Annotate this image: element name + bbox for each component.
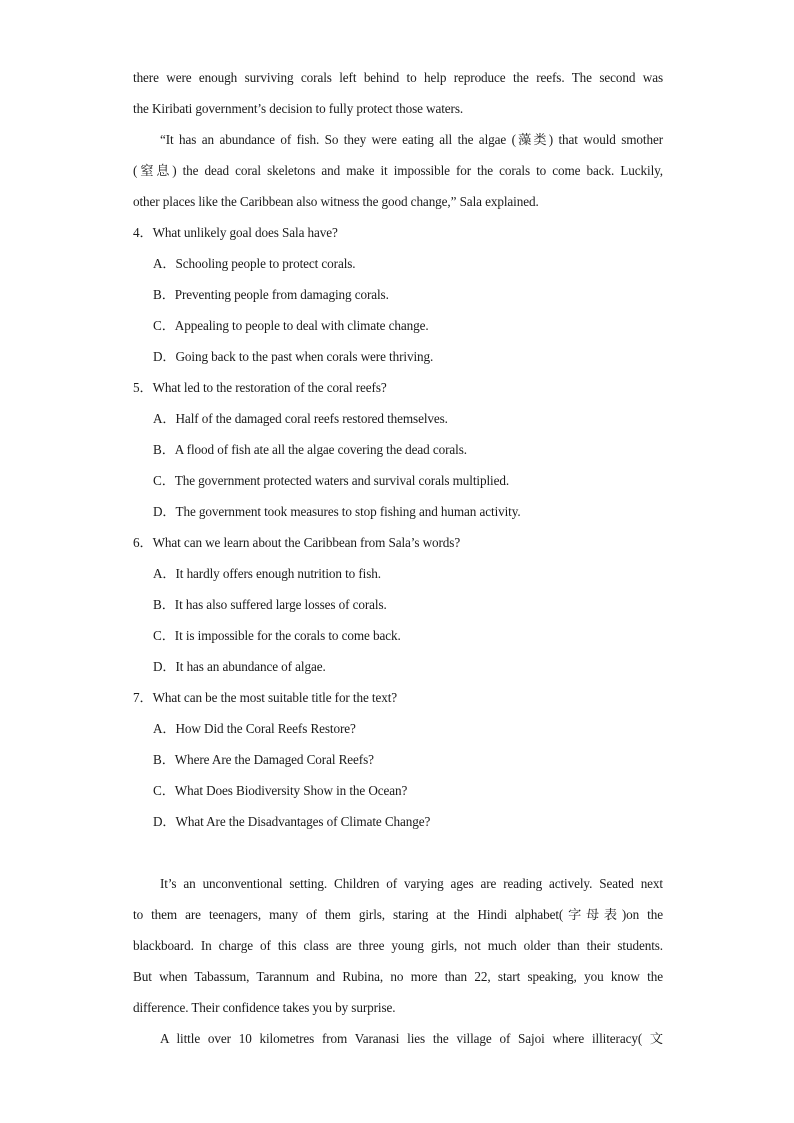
answer-option: B．It has also suffered large losses of corals. — [153, 597, 387, 612]
answer-option: C．It is impossible for the corals to come back. — [153, 628, 401, 643]
answer-option: B．Preventing people from damaging corals. — [153, 287, 389, 302]
passage-line: “It has an abundance of fish. So they were eating all the algae (藻类) that would smother — [160, 132, 663, 147]
passage-line: other places like the Caribbean also witness the good change,” Sala explained. — [133, 194, 539, 209]
answer-option: C．Appealing to people to deal with climate change. — [153, 318, 429, 333]
document-content — [133, 62, 663, 1054]
answer-option: D．Going back to the past when corals were thriving. — [153, 349, 434, 364]
answer-option: B．Where Are the Damaged Coral Reefs? — [153, 752, 374, 767]
question-4 — [133, 217, 663, 372]
passage-line: there were enough surviving corals left behind to help reproduce the reefs. The second was — [133, 70, 663, 85]
passage-line: difference. Their confidence takes you by surprise. — [133, 1000, 396, 1015]
passage-line: blackboard. In charge of this class are three young girls, not much older than their students. — [133, 938, 663, 953]
answer-option: C．The government protected waters and survival corals multiplied. — [153, 473, 510, 488]
passage-line: to them are teenagers, many of them girls, staring at the Hindi alphabet(字母表)on the — [133, 907, 663, 922]
passage-line: (窒息) the dead coral skeletons and make it impossible for the corals to come back. Luckily, — [133, 163, 663, 178]
answer-option: B．A flood of fish ate all the algae covering the dead corals. — [153, 442, 467, 457]
answer-option: D．What Are the Disadvantages of Climate Change? — [153, 814, 431, 829]
answer-option: A．Schooling people to protect corals. — [153, 256, 356, 271]
question-6 — [133, 527, 663, 682]
passage-line: A little over 10 kilometres from Varanasi lies the village of Sajoi where illiteracy( 文 — [160, 1031, 663, 1046]
question-stem: 6．What can we learn about the Caribbean from Sala’s words? — [133, 535, 461, 550]
answer-option: C．What Does Biodiversity Show in the Ocean? — [153, 783, 408, 798]
question-7 — [133, 682, 663, 837]
passage-line: But when Tabassum, Tarannum and Rubina, no more than 22, start speaking, you know the — [133, 969, 663, 984]
answer-option: A．It hardly offers enough nutrition to fish. — [153, 566, 381, 581]
answer-option: D．The government took measures to stop fishing and human activity. — [153, 504, 521, 519]
passage-line: It’s an unconventional setting. Children of varying ages are reading actively. Seated next — [160, 876, 663, 891]
section-gap — [133, 837, 663, 868]
passage-line: the Kiribati government’s decision to fully protect those waters. — [133, 101, 464, 116]
answer-option: D．It has an abundance of algae. — [153, 659, 326, 674]
answer-option: A．Half of the damaged coral reefs restored themselves. — [153, 411, 448, 426]
question-stem: 7．What can be the most suitable title for the text? — [133, 690, 398, 705]
answer-option: A．How Did the Coral Reefs Restore? — [153, 721, 356, 736]
question-stem: 4．What unlikely goal does Sala have? — [133, 225, 338, 240]
question-5 — [133, 372, 663, 527]
question-stem: 5．What led to the restoration of the coral reefs? — [133, 380, 387, 395]
